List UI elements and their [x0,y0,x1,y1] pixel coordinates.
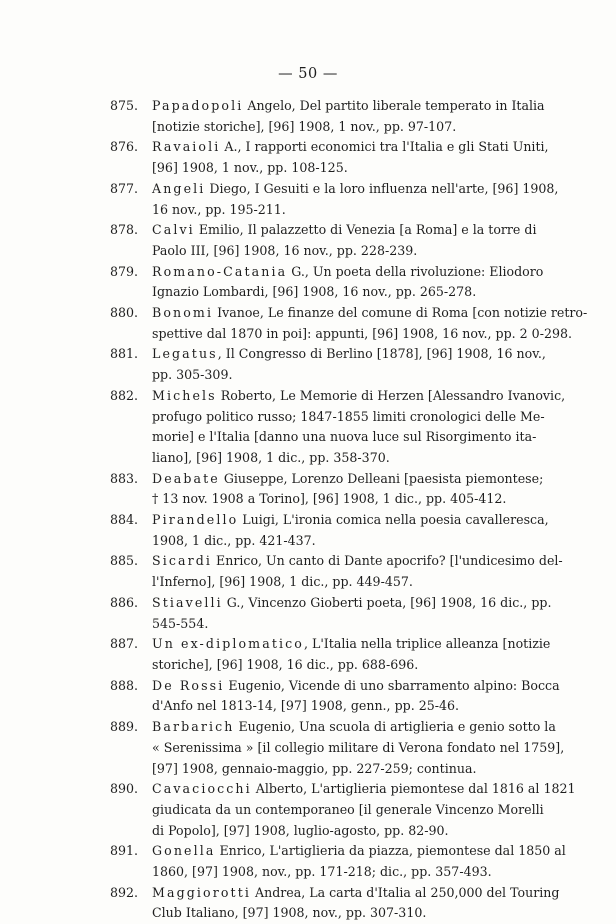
entry-line: « Serenissima » [il collegio militare di Verona fondato nel 1759], [152,739,565,755]
entry-line [152,469,572,490]
entry-author: Cavaciocchi [152,781,252,797]
entry-line [152,344,572,365]
entry-number: 892. [110,884,139,900]
entry-text: Eugenio, Vicende di uno sbarramento alpino: Bocca [224,677,560,693]
page-number: — 50 — [278,66,338,82]
entry-line: [96] 1908, 1 nov., pp. 108-125. [152,160,348,176]
entry-text: G., Vincenzo Gioberti poeta, [96] 1908, 16 dic., pp. [222,594,552,610]
entry-line [152,386,572,407]
entry-line: 1860, [97] 1908, nov., pp. 171-218; dic., pp. 357-493. [152,864,492,880]
entry-line [152,262,572,283]
bibliography-entry [0,303,588,344]
entry-number: 877. [110,180,139,196]
entry-text: Emilio, Il palazzetto di Venezia [a Roma] e la torre di [194,222,537,238]
entry-author: Angeli [152,180,206,196]
entry-author: Legatus [152,346,218,362]
entry-text: Angelo, Del partito liberale temperato in Italia [243,98,545,113]
entry-line: Paolo III, [96] 1908, 16 nov., pp. 228-239. [152,242,418,258]
bibliography-entry [0,137,572,178]
entry-number: 884. [110,512,139,528]
entry-line: [notizie storiche], [96] 1908, 1 nov., pp. 97-107. [152,118,457,134]
bibliography-entry [0,779,576,841]
entry-author: Michels [152,387,217,403]
entry-line: 545-554. [152,615,209,631]
entry-line: giudicata da un contemporaneo [il generale Vincenzo Morelli [152,801,544,817]
entry-author: Barbarich [152,719,235,735]
entry-author: Calvi [152,222,195,238]
entry-author: Un ex-diplomatico [152,636,304,652]
entry-line: spettive dal 1870 in poi]: appunti, [96] 1908, 16 nov., pp. 2 0-298. [152,325,572,341]
entry-line [152,634,572,655]
entry-line [152,593,572,614]
bibliography-list [0,96,616,924]
entry-line [152,883,572,904]
entry-text: Enrico, Un canto di Dante apocrifo? [l'undicesimo del- [212,553,563,569]
entry-author: Romano-Catania [152,263,288,279]
bibliography-entry [0,344,572,385]
bibliography-entry [0,96,572,137]
bibliography-entry [0,593,572,634]
entry-line [152,220,572,241]
entry-text: Enrico, L'artiglieria da piazza, piemontese dal 1850 al [215,843,566,859]
bibliography-entry [0,179,572,220]
entry-number: 891. [110,843,139,859]
entry-line: † 13 nov. 1908 a Torino], [96] 1908, 1 dic., pp. 405-412. [152,491,507,507]
bibliography-entry [0,634,572,675]
entry-line: storiche], [96] 1908, 16 dic., pp. 688-696. [152,656,419,672]
bibliography-entry [0,510,572,551]
bibliography-entry [0,386,572,469]
entry-number: 888. [110,677,139,693]
entry-number: 879. [110,263,139,279]
entry-text: Ivanoe, Le finanze del comune di Roma [con notizie retro- [213,305,588,321]
entry-author: Papadopoli [152,98,244,113]
entry-line [152,841,572,862]
entry-line: Ignazio Lombardi, [96] 1908, 16 nov., pp. 265-278. [152,284,477,300]
entry-line: 16 nov., pp. 195-211. [152,201,286,217]
entry-text: Roberto, Le Memorie di Herzen [Alessandro Ivanovic, [216,387,566,403]
entry-text: Eugenio, Una scuola di artiglieria e genio sotto la [234,719,556,735]
entry-line [152,779,576,800]
entry-line: profugo politico russo; 1847-1855 limiti cronologici delle Me- [152,408,545,424]
entry-number: 878. [110,222,139,238]
entry-author: Stiavelli [152,594,223,610]
entry-number: 890. [110,781,139,797]
entry-author: Gonella [152,843,216,859]
bibliography-entry [0,262,572,303]
entry-text: , Il Congresso di Berlino [1878], [96] 1908, 16 nov., [217,346,546,362]
entry-line: pp. 305-309. [152,367,233,383]
entry-line: d'Anfo nel 1813-14, [97] 1908, genn., pp. 25-46. [152,698,460,714]
entry-author: Deabate [152,470,220,486]
bibliography-entry [0,469,572,510]
entry-text: Giuseppe, Lorenzo Delleani [paesista piemontese; [219,470,544,486]
entry-text: G., Un poeta della rivoluzione: Eliodoro [287,263,544,279]
entry-author: Maggiorotti [152,884,251,900]
bibliography-entry [0,841,572,882]
entry-number: 883. [110,470,139,486]
bibliography-entry [0,883,572,924]
entry-line [152,676,572,697]
entry-number: 887. [110,636,139,652]
entry-text: A., I rapporti economici tra l'Italia e gli Stati Uniti, [220,139,549,155]
entry-text: Luigi, L'ironia comica nella poesia cavalleresca, [238,512,549,528]
entry-line: morie] e l'Italia [danno una nuova luce sul Risorgimento ita- [152,429,537,445]
entry-author: Ravaioli [152,139,221,155]
entry-line: Club Italiano, [97] 1908, nov., pp. 307-310. [152,905,427,921]
entry-text: Diego, I Gesuiti e la loro influenza nell'arte, [96] 1908, [205,180,559,196]
entry-line [152,96,572,117]
bibliography-entry [0,717,572,779]
entry-number: 881. [110,346,139,362]
entry-text: , L'Italia nella triplice alleanza [notizie [303,636,551,652]
bibliography-entry [0,220,572,261]
entry-number: 882. [110,387,139,403]
entry-line: di Popolo], [97] 1908, luglio-agosto, pp. 82-90. [152,822,449,838]
bibliography-entry [0,551,572,592]
entry-author: Sicardi [152,553,213,569]
entry-text: Andrea, La carta d'Italia al 250,000 del Touring [251,884,560,900]
entry-line [152,717,572,738]
entry-line [152,510,572,531]
entry-number: 876. [110,139,139,155]
entry-line [152,179,572,200]
entry-number: 889. [110,719,139,735]
entry-line [152,551,572,572]
entry-line [152,137,572,158]
entry-number: 885. [110,553,139,569]
entry-author: De Rossi [152,677,225,693]
entry-line: l'Inferno], [96] 1908, 1 dic., pp. 449-457. [152,574,413,590]
entry-text: Alberto, L'artiglieria piemontese dal 1816 al 1821 [251,781,576,797]
entry-number: 880. [110,305,139,321]
entry-author: Bonomi [152,305,214,321]
entry-author: Pirandello [152,512,239,528]
entry-line: liano], [96] 1908, 1 dic., pp. 358-370. [152,449,390,465]
bibliography-entry [0,676,572,717]
entry-line [152,303,588,324]
entry-line: [97] 1908, gennaio-maggio, pp. 227-259; continua. [152,760,477,776]
entry-number: 886. [110,594,139,610]
entry-number: 875. [110,98,139,113]
entry-line: 1908, 1 dic., pp. 421-437. [152,532,316,548]
